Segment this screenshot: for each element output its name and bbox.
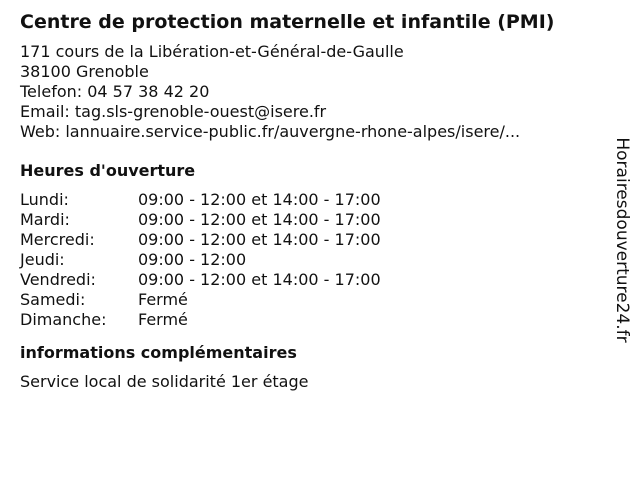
site-brand-watermark: Horairesdouverture24.fr: [612, 137, 632, 343]
hours-heading: Heures d'ouverture: [20, 161, 196, 180]
listing-card: [20, 8, 600, 392]
address-block: [20, 42, 600, 142]
day-label: Dimanche:: [20, 310, 107, 329]
page-title: Centre de protection maternelle et infantile (PMI): [20, 11, 555, 33]
hours-row-saturday: [20, 290, 600, 310]
day-label: Jeudi:: [20, 250, 65, 269]
hours-row-friday: [20, 270, 600, 290]
day-hours: 09:00 - 12:00: [138, 250, 247, 269]
city-line: 38100 Grenoble: [20, 62, 149, 81]
day-label: Mardi:: [20, 210, 70, 229]
day-hours: 09:00 - 12:00 et 14:00 - 17:00: [138, 210, 381, 229]
info-text: Service local de solidarité 1er étage: [20, 372, 309, 391]
phone-line[interactable]: Telefon: 04 57 38 42 20: [20, 82, 210, 101]
hours-row-thursday: [20, 250, 600, 270]
hours-row-wednesday: [20, 230, 600, 250]
day-label: Mercredi:: [20, 230, 95, 249]
day-hours: 09:00 - 12:00 et 14:00 - 17:00: [138, 230, 381, 249]
web-line[interactable]: Web: lannuaire.service-public.fr/auvergne-rhone-alpes/isere/...: [20, 122, 521, 141]
hours-table: [20, 190, 600, 330]
day-hours: 09:00 - 12:00 et 14:00 - 17:00: [138, 270, 381, 289]
day-label: Samedi:: [20, 290, 86, 309]
hours-row-sunday: [20, 310, 600, 330]
street-address: 171 cours de la Libération-et-Général-de-Gaulle: [20, 42, 404, 61]
day-hours: Fermé: [138, 290, 188, 309]
hours-row-monday: [20, 190, 600, 210]
email-line[interactable]: Email: tag.sls-grenoble-ouest@isere.fr: [20, 102, 327, 121]
hours-row-tuesday: [20, 210, 600, 230]
day-hours: 09:00 - 12:00 et 14:00 - 17:00: [138, 190, 381, 209]
day-label: Vendredi:: [20, 270, 96, 289]
day-label: Lundi:: [20, 190, 69, 209]
info-heading: informations complémentaires: [20, 343, 297, 362]
day-hours: Fermé: [138, 310, 188, 329]
